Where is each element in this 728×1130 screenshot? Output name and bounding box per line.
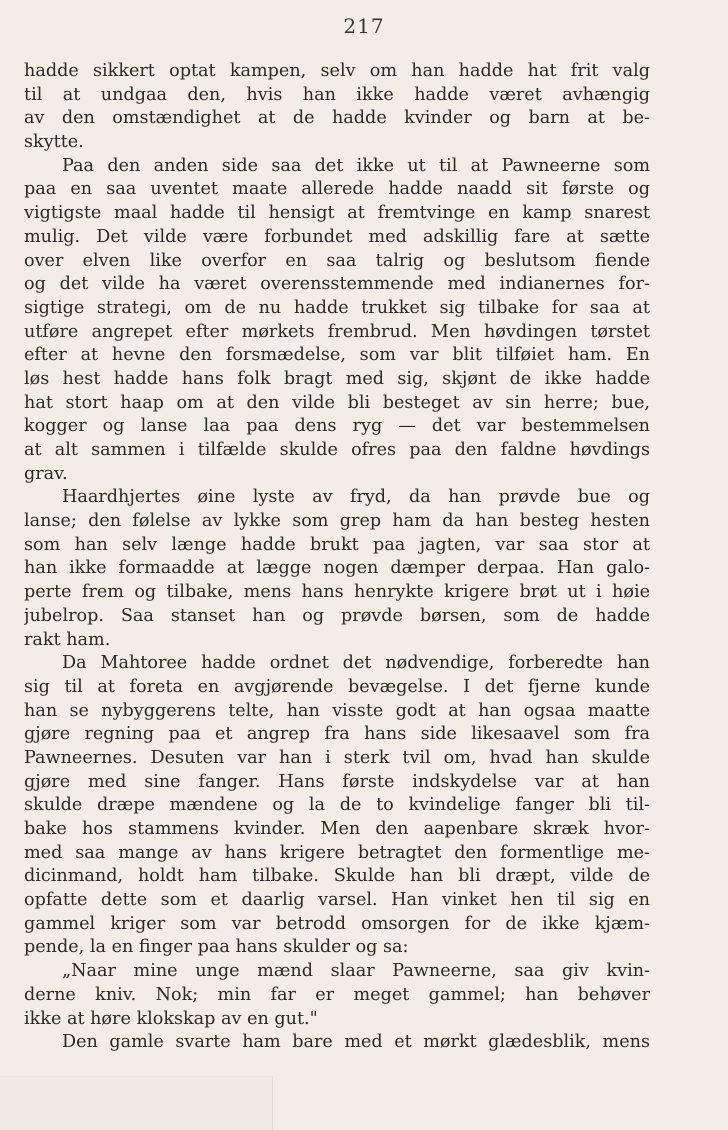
- text-line: „Naar mine unge mænd slaar Pawneerne, saa giv kvin-: [62, 961, 650, 982]
- text-line: Pawneernes. Desuten var han i sterk tvil om, hvad han skulde: [24, 747, 650, 768]
- text-line: skulde dræpe mændene og la de to kvindelige fanger bli til-: [24, 795, 650, 816]
- text-line: sig til at foreta en avgjørende bevægelse. I det fjerne kunde: [24, 676, 650, 697]
- text-line: bake hos stammens kvinder. Men den aapenbare skræk hvor-: [24, 819, 650, 839]
- text-line: kogger og lanse laa paa dens ryg — det var bestemmelsen: [24, 416, 650, 437]
- text-line: som han selv længe hadde brukt paa jagten, var saa stor at: [24, 534, 650, 555]
- text-line: hadde sikkert optat kampen, selv om han hadde hat frit valg: [24, 61, 650, 81]
- text-line: gjøre regning paa et angrep fra hans side likesaavel som fra: [24, 724, 650, 745]
- text-line: rakt ham.: [24, 629, 111, 650]
- text-line: til at undgaa den, hvis han ikke hadde været avhængig: [24, 84, 650, 105]
- text-line: utføre angrepet efter mørkets frembrud. Men høvdingen tørstet: [24, 321, 650, 342]
- body-text: [24, 60, 650, 1055]
- page-smudge: [0, 1076, 273, 1130]
- text-line: derne kniv. Nok; min far er meget gammel; han behøver: [24, 984, 650, 1005]
- text-line: efter at hevne den forsmædelse, som var blit tilføiet ham. En: [24, 345, 650, 366]
- text-line: hat stort haap om at den vilde bli besteget av sin herre; bue,: [24, 392, 650, 413]
- text-line: grav.: [24, 463, 68, 484]
- text-line: perte frem og tilbake, mens hans henrykte krigere brøt ut i høie: [24, 582, 650, 603]
- text-line: lanse; den følelse av lykke som grep ham da han besteg hesten: [24, 511, 650, 532]
- text-line: Da Mahtoree hadde ordnet det nødvendige, forberedte han: [62, 653, 650, 674]
- text-line: opfatte dette som et daarlig varsel. Han vinket hen til sig en: [24, 890, 650, 911]
- text-line: han ikke formaadde at lægge nogen dæmper derpaa. Han galo-: [24, 558, 650, 579]
- text-line: Haardhjertes øine lyste av fryd, da han prøvde bue og: [62, 487, 650, 508]
- text-line: av den omstændighet at de hadde kvinder og barn at be-: [24, 108, 650, 129]
- text-line: over elven like overfor en saa talrig og beslutsom fiende: [24, 250, 650, 271]
- text-line: mulig. Det vilde være forbundet med adskillig fare at sætte: [24, 226, 650, 247]
- text-line: sigtige strategi, om de nu hadde trukket sig tilbake for saa at: [24, 297, 650, 318]
- text-line: vigtigste maal hadde til hensigt at fremtvinge en kamp snarest: [24, 203, 650, 224]
- text-line: pende, la en finger paa hans skulder og sa:: [24, 937, 409, 958]
- text-line: Den gamle svarte ham bare med et mørkt glædesblik, mens: [62, 1032, 650, 1053]
- text-line: løs hest hadde hans folk bragt med sig, skjønt de ikke hadde: [24, 368, 650, 389]
- text-line: skytte.: [24, 132, 84, 153]
- text-line: dicinmand, holdt ham tilbake. Skulde han bli dræpt, vilde de: [24, 866, 650, 887]
- page-number: 217: [343, 14, 385, 38]
- text-line: jubelrop. Saa stanset han og prøvde børsen, som de hadde: [24, 605, 650, 626]
- text-line: gjøre med sine fanger. Hans første indskydelse var at han: [24, 771, 650, 792]
- text-line: gammel kriger som var betrodd omsorgen for de ikke kjæm-: [24, 913, 650, 934]
- text-line: og det vilde ha været overensstemmende med indianernes for-: [24, 274, 650, 295]
- text-line: med saa mange av hans krigere betragtet den formentlige me-: [24, 842, 650, 863]
- text-line: han se nybyggerens telte, han visste godt at han ogsaa maatte: [24, 700, 650, 721]
- text-line: Paa den anden side saa det ikke ut til at Pawneerne som: [62, 155, 650, 176]
- text-line: paa en saa uventet maate allerede hadde naadd sit første og: [24, 179, 650, 200]
- text-line: at alt sammen i tilfælde skulde ofres paa den faldne høvdings: [24, 440, 650, 460]
- text-line: ikke at høre klokskap av en gut.": [24, 1008, 318, 1029]
